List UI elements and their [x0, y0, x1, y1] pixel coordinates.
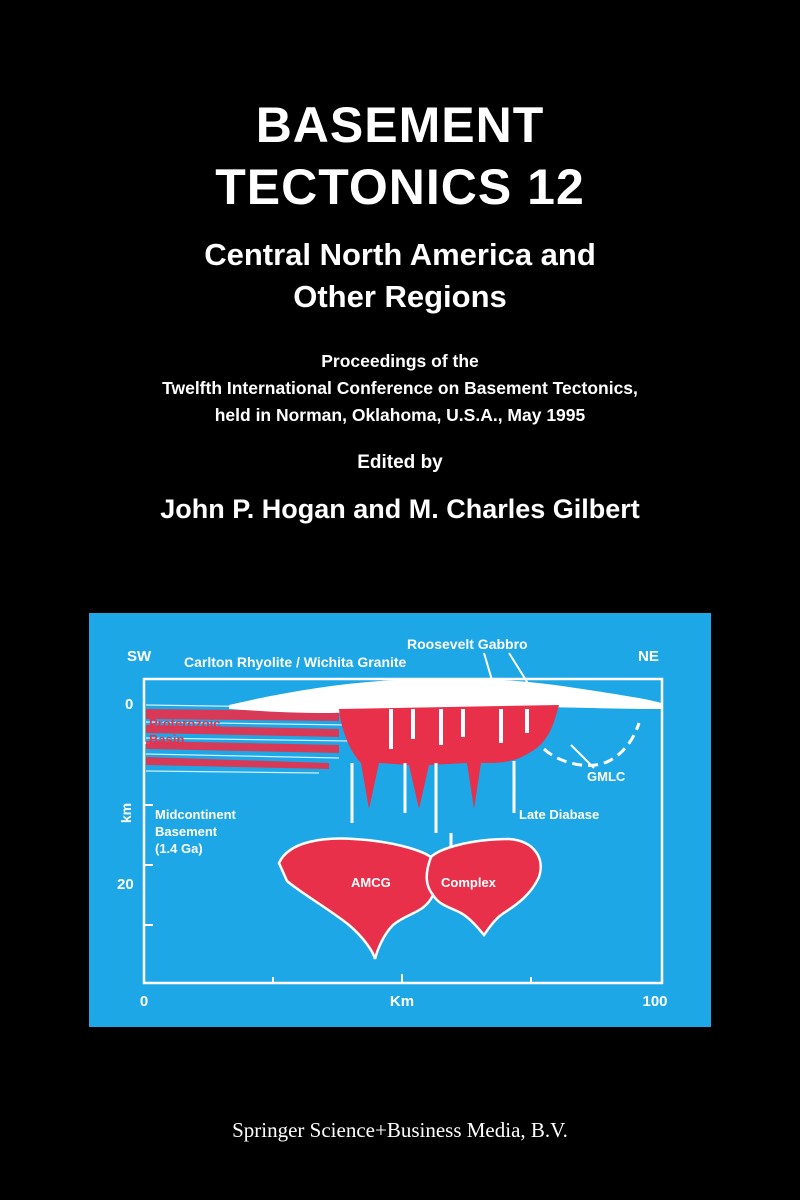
- proceedings-line-3: held in Norman, Oklahoma, U.S.A., May 1995: [214, 405, 586, 425]
- label-complex: Complex: [441, 875, 496, 890]
- x-tick-100: 100: [642, 993, 668, 1010]
- label-late-diabase: Late Diabase: [519, 807, 600, 822]
- publisher-name: Springer Science+Business Media, B.V.: [232, 1118, 568, 1142]
- proceedings-line-2: Twelfth International Conference on Basement Tectonics,: [162, 378, 638, 398]
- edited-by-label: Edited by: [357, 452, 443, 473]
- y-tick-0: 0: [125, 696, 134, 713]
- editors-names: John P. Hogan and M. Charles Gilbert: [160, 494, 640, 524]
- label-proterozoic: Proterozoic: [149, 716, 221, 731]
- label-ne: NE: [638, 648, 659, 665]
- label-carlton-rhyolite: Carlton Rhyolite / Wichita Granite: [184, 654, 407, 670]
- label-amcg: AMCG: [351, 875, 391, 890]
- label-age: (1.4 Ga): [155, 841, 203, 856]
- label-sw: SW: [127, 648, 152, 665]
- subtitle-line-1: Central North America and: [204, 237, 596, 272]
- label-gmlc: GMLC: [587, 769, 626, 784]
- book-title-line-1: BASEMENT: [255, 97, 545, 153]
- label-roosevelt-gabbro: Roosevelt Gabbro: [407, 636, 528, 652]
- proceedings-line-1: Proceedings of the: [321, 351, 479, 371]
- cross-section-svg: [89, 613, 711, 1027]
- label-basin: Basin: [149, 732, 185, 747]
- label-midcontinent: Midcontinent: [155, 807, 236, 822]
- cross-section-figure: [89, 613, 711, 1027]
- x-tick-0: 0: [139, 993, 149, 1010]
- subtitle-line-2: Other Regions: [293, 279, 507, 314]
- y-axis-label: km: [118, 802, 134, 824]
- book-title-line-2: TECTONICS 12: [215, 159, 585, 215]
- label-basement: Basement: [155, 824, 218, 839]
- x-axis-label: Km: [389, 993, 415, 1010]
- y-tick-20: 20: [117, 876, 134, 893]
